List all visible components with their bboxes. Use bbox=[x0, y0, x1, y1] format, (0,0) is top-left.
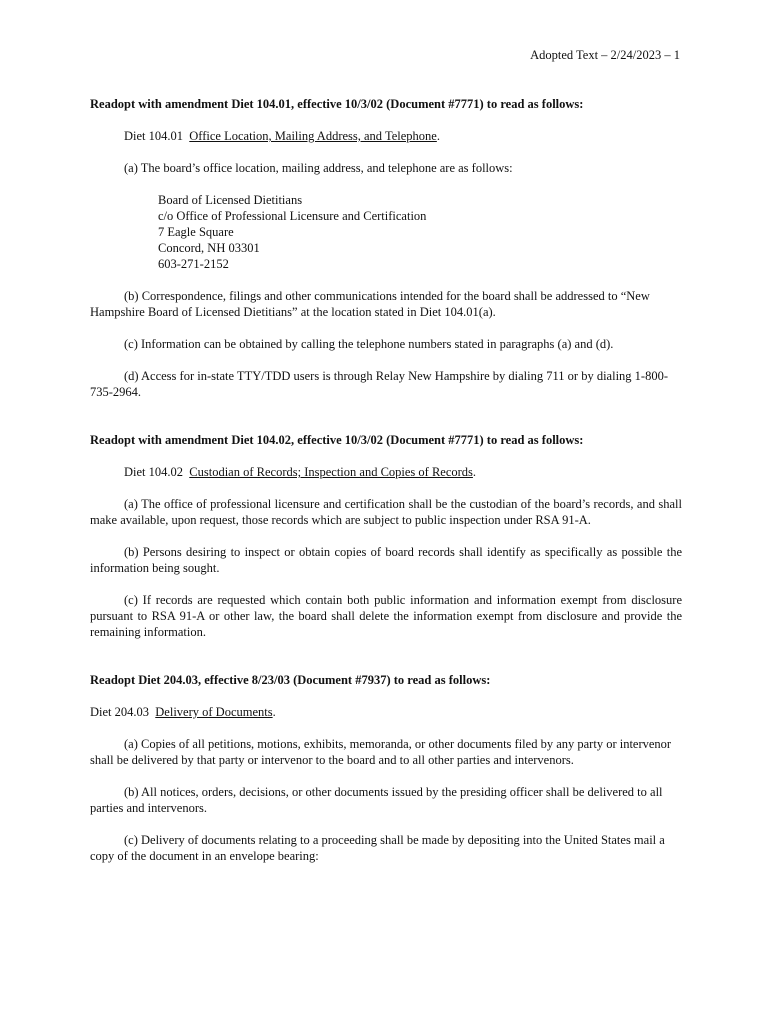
paragraph-c: (c) Information can be obtained by calling the telephone numbers stated in paragraphs (a) and (d). bbox=[124, 337, 614, 351]
rule-title-line: Diet 204.03 Delivery of Documents. bbox=[90, 705, 276, 719]
section-heading: Readopt Diet 204.03, effective 8/23/03 (Document #7937) to read as follows: bbox=[90, 673, 491, 687]
rule-title-line: Diet 104.02 Custodian of Records; Inspection and Copies of Records. bbox=[124, 465, 477, 479]
address-line: Board of Licensed Dietitians bbox=[158, 193, 303, 207]
address-line: 603-271-2152 bbox=[158, 257, 229, 271]
rule-title-line: Diet 104.01 Office Location, Mailing Address, and Telephone. bbox=[124, 129, 440, 143]
paragraph-b: (b) Persons desiring to inspect or obtain copies of board records shall identify as specifically as possible the information being sought. bbox=[90, 545, 682, 575]
paragraph-d: (d) Access for in-state TTY/TDD users is through Relay New Hampshire by dialing 711 or by dialing 1-800-735-2964. bbox=[90, 369, 668, 399]
address-line: 7 Eagle Square bbox=[158, 225, 234, 239]
rule-number: Diet 104.01 bbox=[124, 129, 184, 143]
paragraph-b: (b) All notices, orders, decisions, or other documents issued by the presiding officer shall be delivered to all parties and intervenors. bbox=[90, 785, 663, 815]
document-body bbox=[90, 96, 682, 864]
rule-title: Custodian of Records; Inspection and Copies of Records bbox=[189, 465, 473, 479]
rule-number: Diet 204.03 bbox=[90, 705, 150, 719]
mailing-address bbox=[90, 192, 682, 272]
page-header: Adopted Text – 2/24/2023 – 1 bbox=[530, 48, 680, 62]
rule-title: Delivery of Documents bbox=[155, 705, 273, 719]
paragraph-c: (c) If records are requested which contain both public information and information exempt from disclosure pursuant to RSA 91-A or other law, the board shall delete the information exempt from disclosure and provide the remaining information. bbox=[90, 593, 682, 639]
paragraph-a: (a) The board’s office location, mailing address, and telephone are as follows: bbox=[124, 161, 513, 175]
paragraph-c: (c) Delivery of documents relating to a proceeding shall be made by depositing into the United States mail a copy of the document in an envelope bearing: bbox=[90, 833, 665, 863]
paragraph-a: (a) Copies of all petitions, motions, exhibits, memoranda, or other documents filed by any party or intervenor shall be delivered by that party or intervenor to the board and to all other parties and intervenors. bbox=[90, 737, 672, 767]
address-line: Concord, NH 03301 bbox=[158, 241, 260, 255]
rule-number: Diet 104.02 bbox=[124, 465, 184, 479]
paragraph-b: (b) Correspondence, filings and other communications intended for the board shall be addressed to “New Hampshire Board of Licensed Dietitians” at the location stated in Diet 104.01(a). bbox=[90, 289, 650, 319]
section-heading: Readopt with amendment Diet 104.02, effective 10/3/02 (Document #7771) to read as follows: bbox=[90, 433, 584, 447]
section-heading: Readopt with amendment Diet 104.01, effective 10/3/02 (Document #7771) to read as follows: bbox=[90, 97, 584, 111]
address-line: c/o Office of Professional Licensure and Certification bbox=[158, 209, 427, 223]
paragraph-a: (a) The office of professional licensure and certification shall be the custodian of the board’s records, and shall make available, upon request, those records which are subject to public inspection under RSA 91-A. bbox=[90, 497, 682, 527]
rule-title: Office Location, Mailing Address, and Telephone bbox=[189, 129, 437, 143]
